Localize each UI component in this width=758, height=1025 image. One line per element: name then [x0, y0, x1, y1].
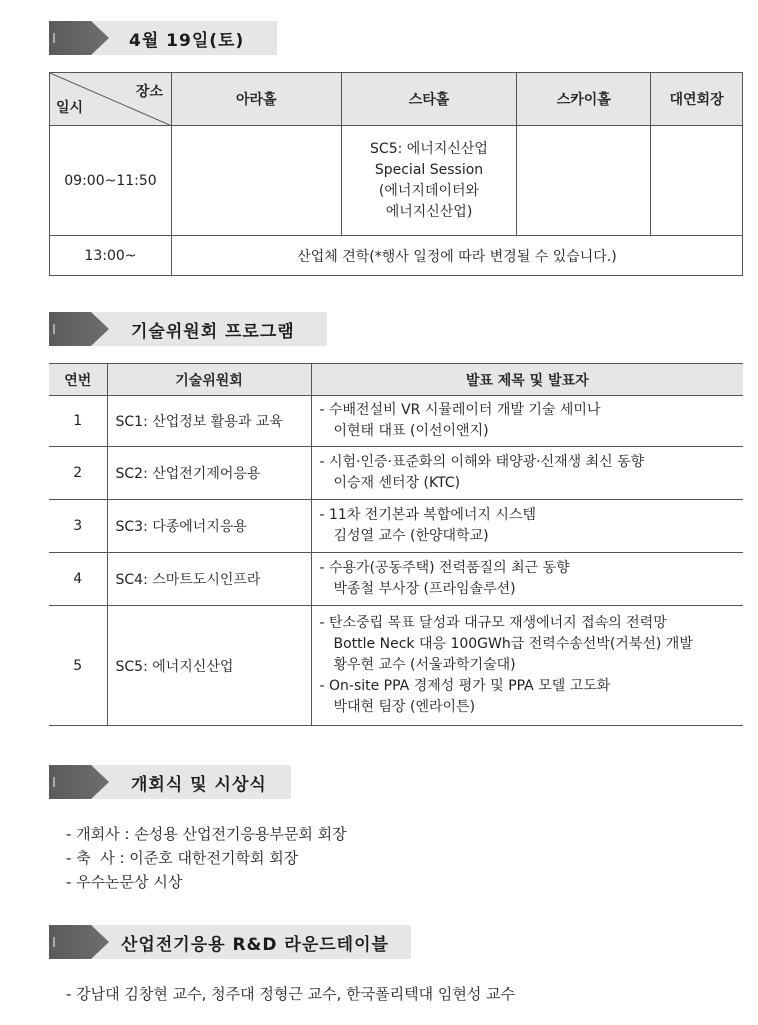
venue-header: 스타홀: [341, 73, 517, 126]
talk-speaker: 이승재 센터장 (KTC): [333, 475, 461, 491]
venue-header: 스카이홀: [517, 73, 651, 126]
committee-name: SC2: 산업전기제어응용: [107, 447, 311, 500]
talk-cell: [311, 553, 743, 606]
row-number: 5: [49, 606, 107, 726]
venue-header: 대연회장: [651, 73, 743, 126]
tour-cell: 산업체 견학(*행사 일정에 따라 변경될 수 있습니다.): [171, 236, 742, 276]
venue-header: 아라홀: [171, 73, 341, 126]
talk-title: - 탄소중립 목표 달성과 대규모 재생에너지 접속의 전력망: [319, 615, 667, 631]
corner-label-venue: 장소: [135, 84, 163, 100]
section-header-ceremony: [49, 765, 291, 799]
section-marker-icon: [49, 765, 109, 799]
list-item: - 축 사 : 이준호 대한전기학회 회장: [66, 849, 299, 867]
table-row: [49, 396, 743, 447]
talk-title: - 11차 전기본과 복합에너지 시스템: [319, 507, 536, 523]
table-row: [49, 553, 743, 606]
list-item: - 우수논문상 시상: [66, 873, 183, 891]
talk-title: - 수배전설비 VR 시뮬레이터 개발 기술 세미나: [319, 402, 601, 418]
ceremony-list: [66, 822, 347, 894]
section-title-committee: 기술위원회 프로그램: [131, 321, 295, 342]
talk-cell: [311, 396, 743, 447]
list-item: - 개회사 : 손성용 산업전기응용부문회 회장: [66, 825, 347, 843]
session-line: 에너지신산업): [385, 203, 473, 220]
rnd-list: [66, 982, 515, 1006]
talk-speaker: 황우현 교수 (서울과학기술대): [333, 657, 516, 673]
list-item: - 강남대 김창현 교수, 청주대 정형근 교수, 한국폴리텍대 임현성 교수: [66, 985, 516, 1003]
talk-cell: [311, 447, 743, 500]
table-row: [49, 500, 743, 553]
table-row: [49, 606, 743, 726]
schedule-corner-cell: [50, 73, 172, 126]
time-cell: 09:00~11:50: [50, 126, 172, 236]
row-number: 2: [49, 447, 107, 500]
talk-speaker: 박종철 부사장 (프라임솔루션): [333, 581, 516, 597]
empty-cell: [171, 126, 341, 236]
talk-cell: [311, 606, 743, 726]
section-header-committee: [49, 312, 327, 346]
empty-cell: [517, 126, 651, 236]
talk-speaker: 이현태 대표 (이선이앤지): [333, 423, 489, 439]
program-header: 발표 제목 및 발표자: [311, 364, 743, 396]
section-title-rnd: 산업전기응용 R&D 라운드테이블: [121, 934, 389, 955]
talk-title: - 시험·인증·표준화의 이해와 태양광·신재생 최신 동향: [319, 454, 645, 470]
committee-name: SC5: 에너지신산업: [107, 606, 311, 726]
row-number: 1: [49, 396, 107, 447]
talk-title: - On-site PPA 경제성 평가 및 PPA 모델 고도화: [319, 678, 611, 694]
talk-title: - 수용가(공동주택) 전력품질의 최근 동향: [319, 560, 570, 576]
session-line: SC5: 에너지신산업: [370, 140, 488, 157]
talk-cell: [311, 500, 743, 553]
program-header: 기술위원회: [107, 364, 311, 396]
section-header-rnd: [49, 925, 411, 959]
committee-name: SC3: 다종에너지응용: [107, 500, 311, 553]
schedule-table: [49, 72, 743, 276]
section-header-date: [49, 21, 277, 55]
section-marker-icon: [49, 21, 109, 55]
talk-title-cont: Bottle Neck 대응 100GWh급 전력수송선박(거북선) 개발: [333, 636, 693, 652]
section-marker-icon: [49, 312, 109, 346]
program-table: [49, 363, 743, 726]
row-number: 3: [49, 500, 107, 553]
section-marker-icon: [49, 925, 109, 959]
committee-name: SC4: 스마트도시인프라: [107, 553, 311, 606]
talk-speaker: 김성열 교수 (한양대학교): [333, 528, 489, 544]
program-header: 연번: [49, 364, 107, 396]
session-line: Special Session: [374, 161, 484, 178]
corner-label-time: 일시: [56, 100, 84, 116]
session-line: (에너지데이터와: [378, 182, 480, 199]
session-cell: [341, 126, 517, 236]
table-row: [49, 447, 743, 500]
committee-name: SC1: 산업정보 활용과 교육: [107, 396, 311, 447]
section-title-ceremony: 개회식 및 시상식: [131, 774, 267, 795]
row-number: 4: [49, 553, 107, 606]
time-cell: 13:00~: [50, 236, 172, 276]
section-title-date: 4월 19일(토): [129, 30, 245, 51]
talk-speaker: 박대현 팀장 (엔라이튼): [333, 699, 476, 715]
empty-cell: [651, 126, 743, 236]
